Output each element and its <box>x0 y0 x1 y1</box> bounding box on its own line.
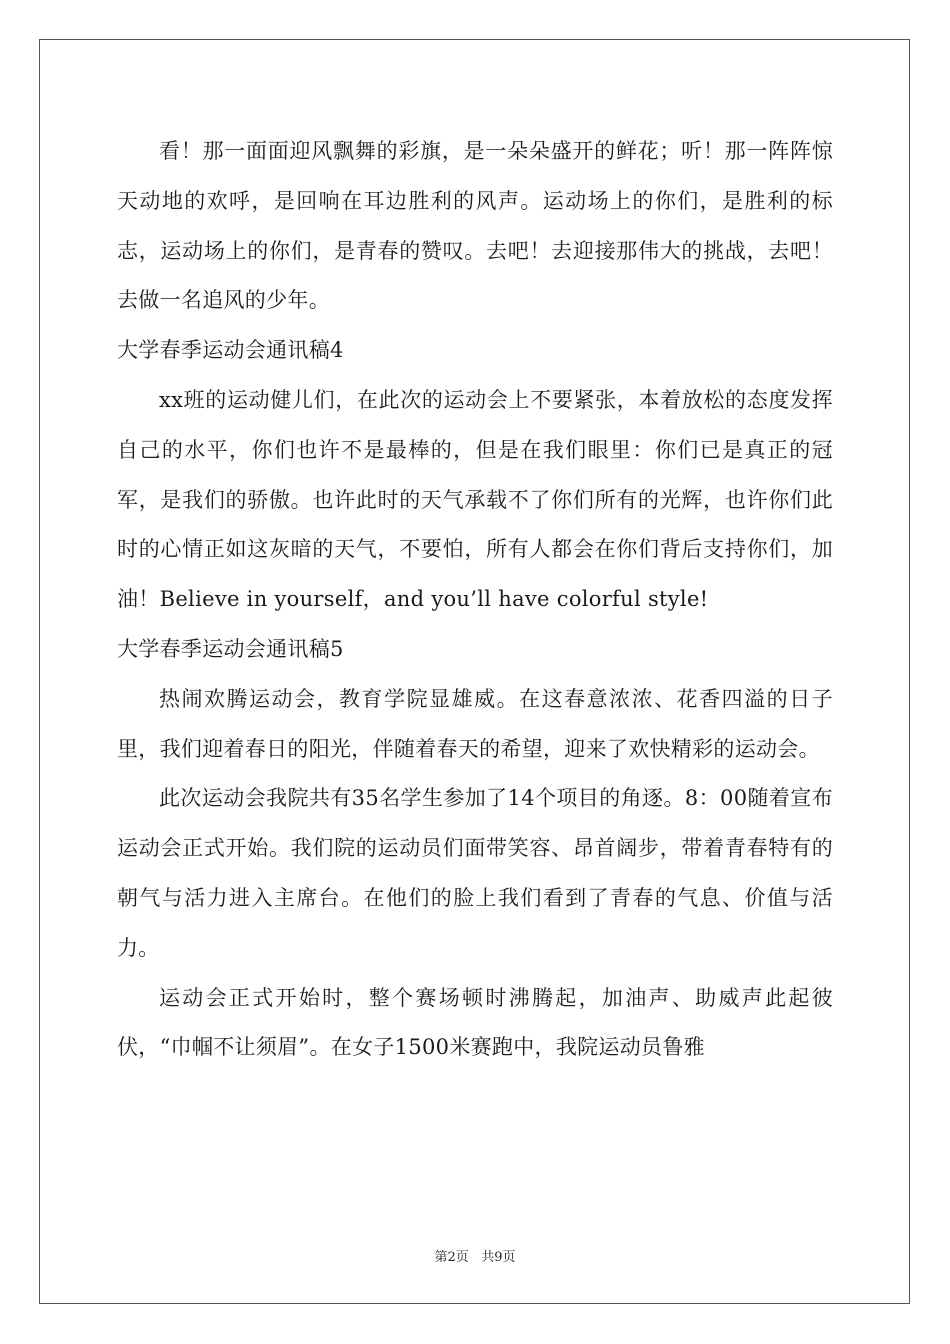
page-footer <box>0 1246 950 1265</box>
paragraph-class-athletes: xx班的运动健儿们，在此次的运动会上不要紧张，本着放松的态度发挥自己的水平，你们也许不是最棒的，但是在我们眼里：你们已是真正的冠军，是我们的骄傲。也许此时的天气承载不了你们所有的光辉，也许你们此时的心情正如这灰暗的天气，不要怕，所有人都会在你们背后支持你们，加油！Believe in yourself，and you’ll have colorful style! <box>117 387 833 612</box>
section-heading-5: 大学春季运动会通讯稿5 <box>117 636 344 661</box>
section-heading-4: 大学春季运动会通讯稿4 <box>117 338 344 363</box>
page-total: 共9页 <box>481 1250 516 1265</box>
document-body <box>117 127 833 1073</box>
page-number: 第2页 <box>434 1250 469 1265</box>
paragraph-intro: 热闹欢腾运动会，教育学院显雄威。在这春意浓浓、花香四溢的日子里，我们迎着春日的阳光，伴随着春天的希望，迎来了欢快精彩的运动会。 <box>117 686 833 761</box>
paragraph-competition: 运动会正式开始时，整个赛场顿时沸腾起，加油声、助威声此起彼伏，“巾帼不让须眉”。在女子1500米赛跑中，我院运动员鲁雅 <box>117 985 833 1060</box>
paragraph-participants: 此次运动会我院共有35名学生参加了14个项目的角逐。8：00随着宣布运动会正式开始。我们院的运动员们面带笑容、昂首阔步，带着青春特有的朝气与活力进入主席台。在他们的脸上我们看到了青春的气息、价值与活力。 <box>117 786 833 960</box>
paragraph-cheer: 看！那一面面迎风飘舞的彩旗，是一朵朵盛开的鲜花；听！那一阵阵惊天动地的欢呼，是回响在耳边胜利的风声。运动场上的你们，是胜利的标志，运动场上的你们，是青春的赞叹。去吧！去迎接那伟大的挑战，去吧！去做一名追风的少年。 <box>117 139 833 313</box>
